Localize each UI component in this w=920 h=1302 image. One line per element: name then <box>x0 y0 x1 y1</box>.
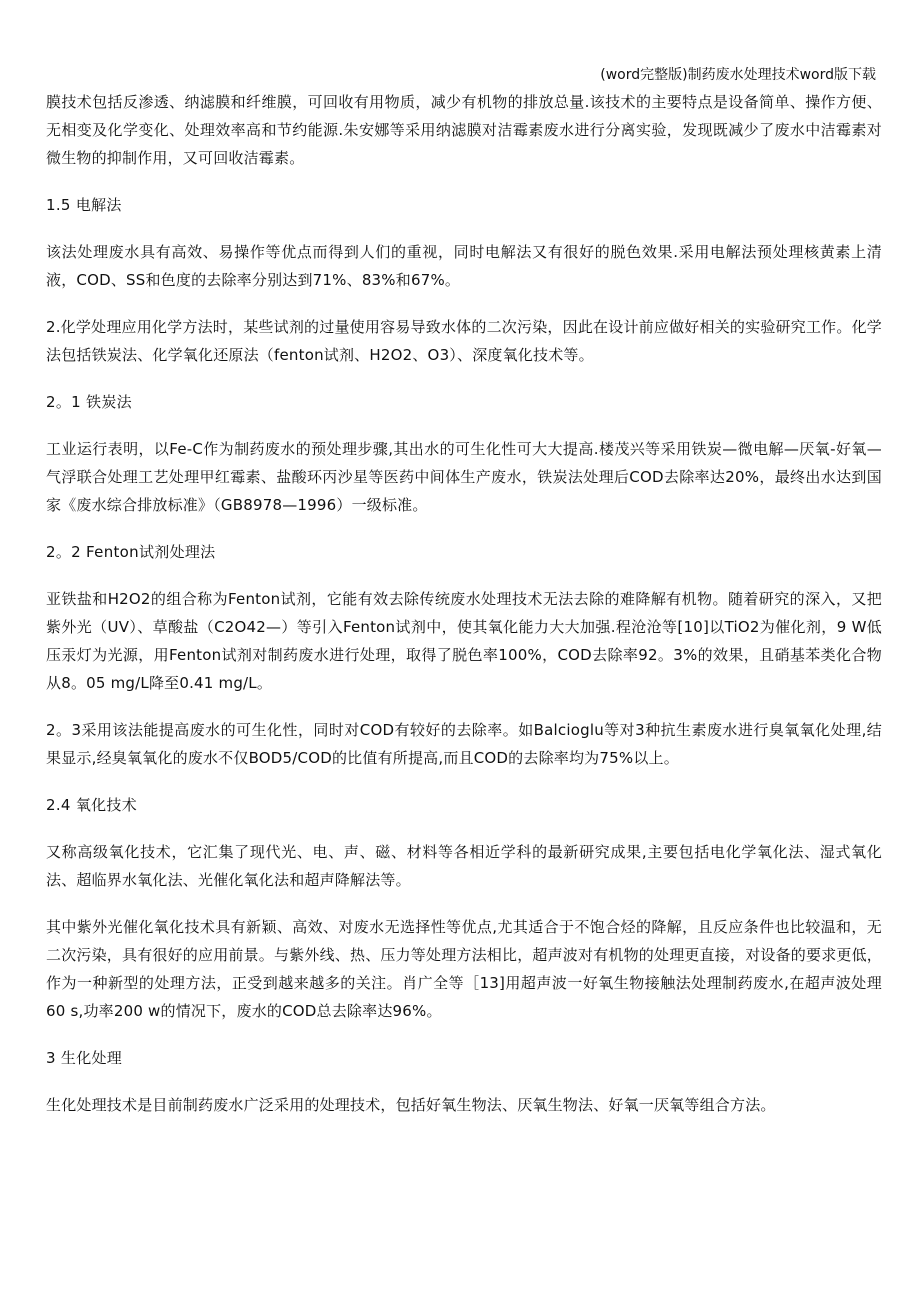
document-body <box>46 88 882 1119</box>
paragraph-iron-carbon: 工业运行表明，以Fe-C作为制药废水的预处理步骤,其出水的可生化性可大大提高.楼茂兴等采用铁炭—微电解—厌氧-好氧—气浮联合处理工艺处理甲红霉素、盐酸环丙沙星等医药中间体生产废水，铁炭法处理后COD去除率达20%，最终出水达到国家《废水综合排放标准》（GB8978—1996）一级标准。 <box>46 440 882 514</box>
paragraph-membrane: 膜技术包括反渗透、纳滤膜和纤维膜，可回收有用物质，减少有机物的排放总量.该技术的主要特点是设备简单、操作方便、无相变及化学变化、处理效率高和节约能源.朱安娜等采用纳滤膜对洁霉素废水进行分离实验，发现既减少了废水中洁霉素对微生物的抑制作用，又可回收洁霉素。 <box>46 93 882 167</box>
paragraph-fenton: 亚铁盐和H2O2的组合称为Fenton试剂，它能有效去除传统废水处理技术无法去除的难降解有机物。随着研究的深入，又把紫外光（UV）、草酸盐（C2O42—）等引入Fenton试剂中，使其氧化能力大大加强.程沧沧等[10]以TiO2为催化剂，9 W低压汞灯为光源，用Fenton试剂对制药废水进行处理，取得了脱色率100%，COD去除率92。3%的效果，且硝基苯类化合物从8。05 mg/L降至0.41 mg/L。 <box>46 590 882 692</box>
paragraph-chemical-treatment: 2.化学处理应用化学方法时，某些试剂的过量使用容易导致水体的二次污染，因此在设计前应做好相关的实验研究工作。化学法包括铁炭法、化学氧化还原法（fenton试剂、H2O2、O3）、深度氧化技术等。 <box>46 318 882 364</box>
paragraph-biochemical: 生化处理技术是目前制药废水广泛采用的处理技术，包括好氧生物法、厌氧生物法、好氧一厌氧等组合方法。 <box>46 1096 776 1114</box>
heading-oxidation: 2.4 氧化技术 <box>46 796 138 814</box>
heading-biochemical: 3 生化处理 <box>46 1049 123 1067</box>
paragraph-electrolysis: 该法处理废水具有高效、易操作等优点而得到人们的重视，同时电解法又有很好的脱色效果.采用电解法预处理核黄素上清液，COD、SS和色度的去除率分别达到71%、83%和67%。 <box>46 243 882 289</box>
heading-iron-carbon: 2。1 铁炭法 <box>46 393 132 411</box>
page-header: (word完整版)制药废水处理技术word版下载 <box>600 67 876 83</box>
paragraph-ozone: 2。3采用该法能提高废水的可生化性，同时对COD有较好的去除率。如Balcioglu等对3种抗生素废水进行臭氧氧化处理,结果显示,经臭氧氧化的废水不仅BOD5/COD的比值有所提高,而且COD的去除率均为75%以上。 <box>46 721 882 767</box>
heading-electrolysis: 1.5 电解法 <box>46 196 122 214</box>
paragraph-uv-ultrasound: 其中紫外光催化氧化技术具有新颖、高效、对废水无选择性等优点,尤其适合于不饱合烃的降解，且反应条件也比较温和，无二次污染，具有很好的应用前景。与紫外线、热、压力等处理方法相比，超声波对有机物的处理更直接，对设备的要求更低，作为一种新型的处理方法，正受到越来越多的关注。肖广全等［13]用超声波一好氧生物接触法处理制药废水,在超声波处理60 s,功率200 w的情况下，废水的COD总去除率达96%。 <box>46 918 883 1020</box>
heading-fenton: 2。2 Fenton试剂处理法 <box>46 543 216 561</box>
paragraph-advanced-oxidation: 又称高级氧化技术，它汇集了现代光、电、声、磁、材料等各相近学科的最新研究成果,主要包括电化学氧化法、湿式氧化法、超临界水氧化法、光催化氧化法和超声降解法等。 <box>46 843 882 889</box>
